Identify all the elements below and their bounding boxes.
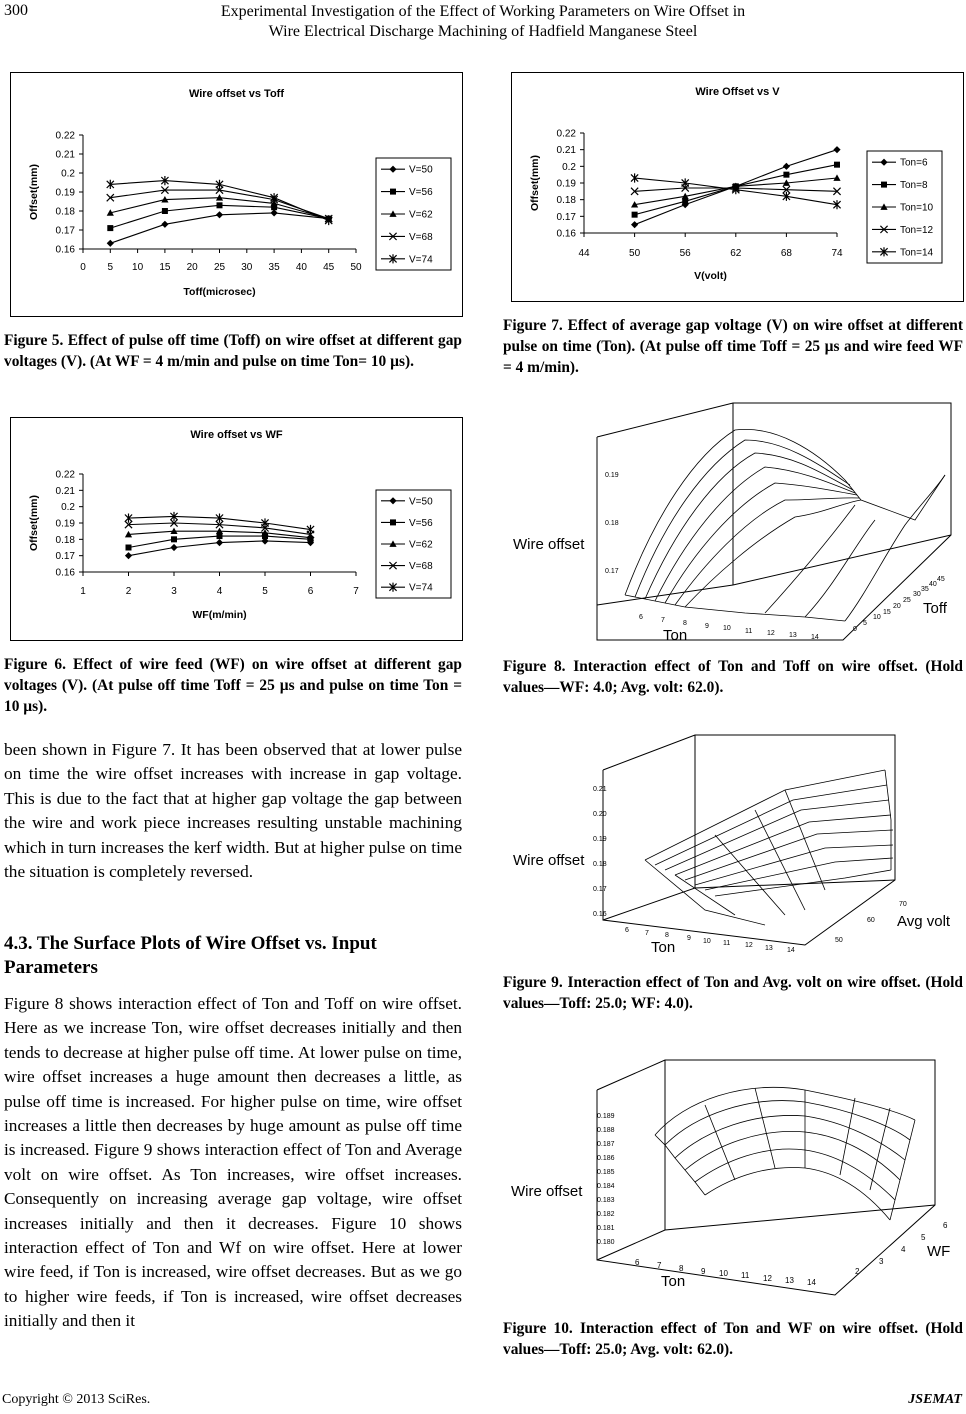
xtick-10-13: 13 <box>785 1276 794 1285</box>
ytick-8-25: 25 <box>903 597 911 604</box>
xtick-10-14: 14 <box>807 1278 816 1287</box>
x-tick-label: 68 <box>780 248 792 259</box>
figure-5-caption-text: Figure 5. Effect of pulse off time (Toff) on wire offset at different gap voltages (V). (At WF = 4 m/min and pulse on time Ton= 10 µs). <box>4 332 462 370</box>
xtick-10-11: 11 <box>741 1271 750 1280</box>
ztick-8-0.17: 0.17 <box>605 568 619 575</box>
x-tick-label: 62 <box>730 248 742 259</box>
x-tick-label: 35 <box>268 262 280 273</box>
copyright: Copyright © 2013 SciRes. <box>2 1392 151 1407</box>
y-tick-label: 0.17 <box>55 551 75 563</box>
surface-9-zlabel: Wire offset <box>513 852 585 869</box>
xtick-10-9: 9 <box>701 1267 706 1276</box>
y-axis-label: Offset(mm) <box>529 154 541 212</box>
x-axis-label: Toff(microsec) <box>183 286 256 298</box>
x-tick-label: 7 <box>353 586 359 597</box>
xtick-9-6: 6 <box>625 927 629 934</box>
surface-mesh-8 <box>625 429 945 621</box>
figure-7-caption <box>503 315 963 378</box>
legend-label: V=56 <box>409 187 433 199</box>
legend-label: V=62 <box>409 209 433 221</box>
ytick-8-15: 15 <box>883 609 891 616</box>
ztick-8-0.18: 0.18 <box>605 520 619 527</box>
paragraph-2: Figure 8 shows interaction effect of Ton and Toff on wire offset. Here as we increase Ton, wire offset decreases initially and then tends to decrease at higher pulse off time. At lower pulse on time, wire offset increases a huge amount then decreases a little, as pulse off time is increased. For higher pulse on time, wire offset increases a little then decreases by huge amount as pulse off time is increased. Figure 9 shows interaction effect of Ton and Average volt on wire offset. As Ton increases, wire offset increases. Consequently on increasing average gap voltage, wire offset increases initially and then it decreases. Figure 10 shows interaction effect of Ton and Wf on wire offset. Here at lower wire feed, if Ton is increased, wire offset decreases. But as we go to higher wire feeds, if Ton is increased, wire offset decreases initially and then it <box>4 994 462 1331</box>
ytick-10-5: 5 <box>921 1233 926 1242</box>
series-Ton=14 <box>631 173 841 209</box>
legend-marker <box>390 519 396 525</box>
data-point <box>833 174 840 180</box>
x-tick-label: 3 <box>171 586 177 597</box>
ytick-8-40: 40 <box>929 581 937 588</box>
x-tick-label: 44 <box>578 248 590 259</box>
figure-7-chart <box>511 72 964 302</box>
data-point <box>217 202 223 208</box>
figure-10-surface <box>505 1040 963 1300</box>
legend-label: V=50 <box>409 164 433 176</box>
x-tick-label: 5 <box>107 262 114 273</box>
xtick-8-11: 11 <box>745 628 753 635</box>
xtick-8-12: 12 <box>767 630 775 637</box>
y-axis-label: Offset(mm) <box>28 494 40 552</box>
legend-label: Ton=8 <box>900 180 928 192</box>
chart-title: Wire offset vs Toff <box>188 88 285 100</box>
running-title <box>0 2 966 42</box>
section-heading: 4.3. The Surface Plots of Wire Offset vs. Input Parameters <box>4 933 377 978</box>
ytick-9-60: 60 <box>867 917 875 924</box>
surface-8-ylabel: Toff <box>923 600 947 617</box>
chart-title: Wire offset vs WF <box>190 429 283 441</box>
data-point <box>631 221 638 228</box>
x-axis-label: V(volt) <box>694 270 727 282</box>
xtick-8-6: 6 <box>639 614 643 621</box>
ytick-8-10: 10 <box>873 614 881 621</box>
x-tick-label: 0 <box>80 262 86 273</box>
xtick-9-8: 8 <box>665 932 669 939</box>
surface-9-xlabel: Ton <box>651 939 676 956</box>
paragraph-1: been shown in Figure 7. It has been observed that at lower pulse on time the wire offset increases with increase in gap voltage. This is due to the fact that at higher gap voltage the gap between the wire and work piece increases resulting unstable machining which in turn increases the kerf width. But at higher pulse on time the situation is completely reversed. <box>4 740 462 882</box>
surface-8-xlabel: Ton <box>663 627 688 644</box>
legend-label: Ton=10 <box>900 202 934 214</box>
xtick-10-10: 10 <box>719 1269 728 1278</box>
page-number: 300 <box>4 2 28 19</box>
ztick-10-0.183: 0.183 <box>597 1197 615 1204</box>
xtick-9-14: 14 <box>787 947 795 954</box>
x-tick-label: 56 <box>679 248 691 259</box>
xtick-10-8: 8 <box>679 1264 684 1273</box>
legend-label: V=68 <box>409 231 433 243</box>
figure-8-surface <box>505 395 963 645</box>
figure-9-surface <box>505 710 963 960</box>
figure-6-chart <box>10 417 463 641</box>
figure-10-caption-text: Figure 10. Interaction effect of Ton and WF on wire offset. (Hold values—Toff: 25.0; Avg. volt: 62.0). <box>503 1320 963 1358</box>
x-tick-label: 40 <box>295 262 307 273</box>
ytick-9-50: 50 <box>835 937 843 944</box>
xtick-8-10: 10 <box>723 625 731 632</box>
x-tick-label: 45 <box>323 262 335 273</box>
data-point <box>216 211 223 218</box>
running-title-line1: Experimental Investigation of the Effect of Working Parameters on Wire Offset in <box>220 3 746 20</box>
xtick-8-7: 7 <box>661 617 665 624</box>
xtick-9-13: 13 <box>765 945 773 952</box>
legend-label: Ton=14 <box>900 247 934 259</box>
ztick-10-0.187: 0.187 <box>597 1141 615 1148</box>
ytick-8-30: 30 <box>913 591 921 598</box>
ytick-10-4: 4 <box>901 1245 906 1254</box>
x-tick-label: 10 <box>132 262 144 273</box>
data-point <box>107 240 114 247</box>
surface-mesh-10 <box>655 1087 915 1220</box>
y-tick-label: 0.16 <box>556 228 576 240</box>
x-tick-label: 6 <box>307 586 314 597</box>
data-point <box>833 146 840 153</box>
surface-9-ylabel: Avg volt <box>897 913 951 930</box>
figure-7-caption-text: Figure 7. Effect of average gap voltage (V) on wire offset at different pulse on time (Ton). (At pulse off time Toff = 25 µs and wire feed WF = 4 m/min). <box>503 317 963 376</box>
x-tick-label: 1 <box>80 586 86 597</box>
figure-5-chart <box>10 72 463 317</box>
y-tick-label: 0.18 <box>55 206 75 218</box>
x-tick-label: 30 <box>241 262 253 273</box>
legend-label: Ton=6 <box>900 157 928 169</box>
data-point <box>170 544 177 551</box>
ytick-10-6: 6 <box>943 1221 948 1230</box>
chart-v-svg <box>512 73 963 301</box>
ztick-8-0.19: 0.19 <box>605 472 619 479</box>
xtick-8-14: 14 <box>811 634 819 641</box>
y-tick-label: 0.19 <box>55 518 75 530</box>
legend-label: Ton=12 <box>900 224 934 236</box>
series-V=50 <box>125 537 314 559</box>
ztick-9-0.18: 0.18 <box>593 861 607 868</box>
data-point <box>107 225 113 231</box>
y-tick-label: 0.18 <box>556 195 576 207</box>
y-tick-label: 0.2 <box>61 502 75 514</box>
data-point <box>162 208 168 214</box>
ytick-10-3: 3 <box>879 1257 884 1266</box>
figure-9-caption <box>503 972 963 1014</box>
y-tick-label: 0.16 <box>55 567 75 579</box>
xtick-9-11: 11 <box>723 940 731 947</box>
ytick-8-5: 5 <box>863 620 867 627</box>
data-point <box>125 552 132 559</box>
data-point <box>161 221 168 228</box>
data-point <box>834 162 840 168</box>
figure-6-caption-text: Figure 6. Effect of wire feed (WF) on wire offset at different gap voltages (V). (At pulse off time Toff = 25 µs and pulse on time Ton = 10 µs). <box>4 656 462 715</box>
ztick-10-0.182: 0.182 <box>597 1211 615 1218</box>
surface-10-xlabel: Ton <box>661 1273 686 1290</box>
xtick-9-10: 10 <box>703 938 711 945</box>
ztick-10-0.185: 0.185 <box>597 1169 615 1176</box>
y-tick-label: 0.17 <box>556 211 576 223</box>
legend-label: V=50 <box>409 496 433 508</box>
chart-wf-svg <box>11 418 462 640</box>
data-point <box>783 172 789 178</box>
y-tick-label: 0.19 <box>55 187 75 199</box>
xtick-9-7: 7 <box>645 930 649 937</box>
chart-title: Wire Offset vs V <box>695 86 780 98</box>
surface-10-ylabel: WF <box>927 1243 951 1260</box>
surface-plot-9-svg <box>505 710 963 960</box>
ztick-10-0.181: 0.181 <box>597 1225 615 1232</box>
figure-10-caption <box>503 1318 963 1360</box>
ytick-10-2: 2 <box>855 1267 860 1276</box>
xtick-8-9: 9 <box>705 623 709 630</box>
ztick-9-0.17: 0.17 <box>593 886 607 893</box>
legend-label: V=68 <box>409 561 433 573</box>
y-tick-label: 0.22 <box>556 128 576 140</box>
ztick-9-0.19: 0.19 <box>593 836 607 843</box>
xtick-9-9: 9 <box>687 935 691 942</box>
legend-label: V=74 <box>409 254 433 266</box>
x-tick-label: 74 <box>831 248 843 259</box>
surface-plot-10-svg <box>505 1040 963 1300</box>
legend-label: V=62 <box>409 539 433 551</box>
y-tick-label: 0.17 <box>55 225 75 237</box>
y-tick-label: 0.18 <box>55 534 75 546</box>
journal-name: JSEMAT <box>908 1392 962 1407</box>
y-axis-label: Offset(mm) <box>28 163 40 221</box>
y-tick-label: 0.22 <box>55 130 75 142</box>
ztick-9-0.16: 0.16 <box>593 911 607 918</box>
data-point <box>632 212 638 218</box>
y-tick-label: 0.22 <box>55 469 75 481</box>
surface-10-zlabel: Wire offset <box>511 1183 583 1200</box>
figure-6-caption <box>4 654 462 717</box>
x-tick-label: 5 <box>262 586 268 597</box>
ytick-8-20: 20 <box>893 603 901 610</box>
x-tick-label: 4 <box>216 586 223 597</box>
ztick-9-0.20: 0.20 <box>593 811 607 818</box>
y-tick-label: 0.19 <box>556 178 576 190</box>
xtick-10-7: 7 <box>657 1261 662 1270</box>
figure-8-caption <box>503 656 963 698</box>
data-point <box>216 539 223 546</box>
ztick-10-0.188: 0.188 <box>597 1127 615 1134</box>
data-point <box>126 545 132 551</box>
ytick-8-45: 45 <box>937 576 945 583</box>
x-tick-label: 15 <box>159 262 171 273</box>
xtick-9-12: 12 <box>745 942 753 949</box>
legend-label: V=56 <box>409 517 433 529</box>
surface-mesh-9 <box>645 770 893 925</box>
running-title-line2: Wire Electrical Discharge Machining of Hadfield Manganese Steel <box>268 23 698 40</box>
x-tick-label: 20 <box>186 262 198 273</box>
data-point <box>171 536 177 542</box>
y-tick-label: 0.2 <box>61 168 75 180</box>
ytick-9-70: 70 <box>899 901 907 908</box>
surface-9-zticks <box>593 786 607 918</box>
ytick-8-35: 35 <box>921 586 929 593</box>
data-point <box>783 163 790 170</box>
ztick-9-0.21: 0.21 <box>593 786 607 793</box>
y-tick-label: 0.16 <box>55 244 75 256</box>
ztick-10-0.184: 0.184 <box>597 1183 615 1190</box>
legend-marker <box>881 182 887 188</box>
ztick-10-0.189: 0.189 <box>597 1113 615 1120</box>
x-axis-label: WF(m/min) <box>192 609 247 621</box>
ytick-8-0: 0 <box>853 626 857 633</box>
surface-plot-8-svg <box>505 395 963 645</box>
y-tick-label: 0.21 <box>55 485 75 497</box>
xtick-10-6: 6 <box>635 1258 640 1267</box>
xtick-10-12: 12 <box>763 1274 772 1283</box>
y-tick-label: 0.21 <box>55 149 75 161</box>
legend-label: V=74 <box>409 582 433 594</box>
x-tick-label: 25 <box>213 262 226 273</box>
ztick-10-0.180: 0.180 <box>597 1239 615 1246</box>
y-tick-label: 0.21 <box>556 145 576 157</box>
x-tick-label: 50 <box>350 262 362 273</box>
figure-9-caption-text: Figure 9. Interaction effect of Ton and Avg. volt on wire offset. (Hold values—Toff: 25.0; WF: 4.0). <box>503 974 963 1012</box>
chart-toff-svg <box>11 73 462 316</box>
legend-marker <box>390 189 396 195</box>
data-point <box>682 198 688 204</box>
data-point <box>271 209 278 216</box>
x-tick-label: 2 <box>125 586 132 597</box>
series-V=50 <box>107 209 333 247</box>
surface-10-zticks <box>597 1113 615 1246</box>
xtick-8-8: 8 <box>683 620 687 627</box>
figure-8-caption-text: Figure 8. Interaction effect of Ton and Toff on wire offset. (Hold values—WF: 4.0; Avg. volt: 62.0). <box>503 658 963 696</box>
surface-8-zlabel: Wire offset <box>513 536 585 553</box>
ztick-10-0.186: 0.186 <box>597 1155 615 1162</box>
xtick-8-13: 13 <box>789 632 797 639</box>
figure-5-caption <box>4 330 462 372</box>
y-tick-label: 0.2 <box>562 161 576 173</box>
x-tick-label: 50 <box>629 248 641 259</box>
